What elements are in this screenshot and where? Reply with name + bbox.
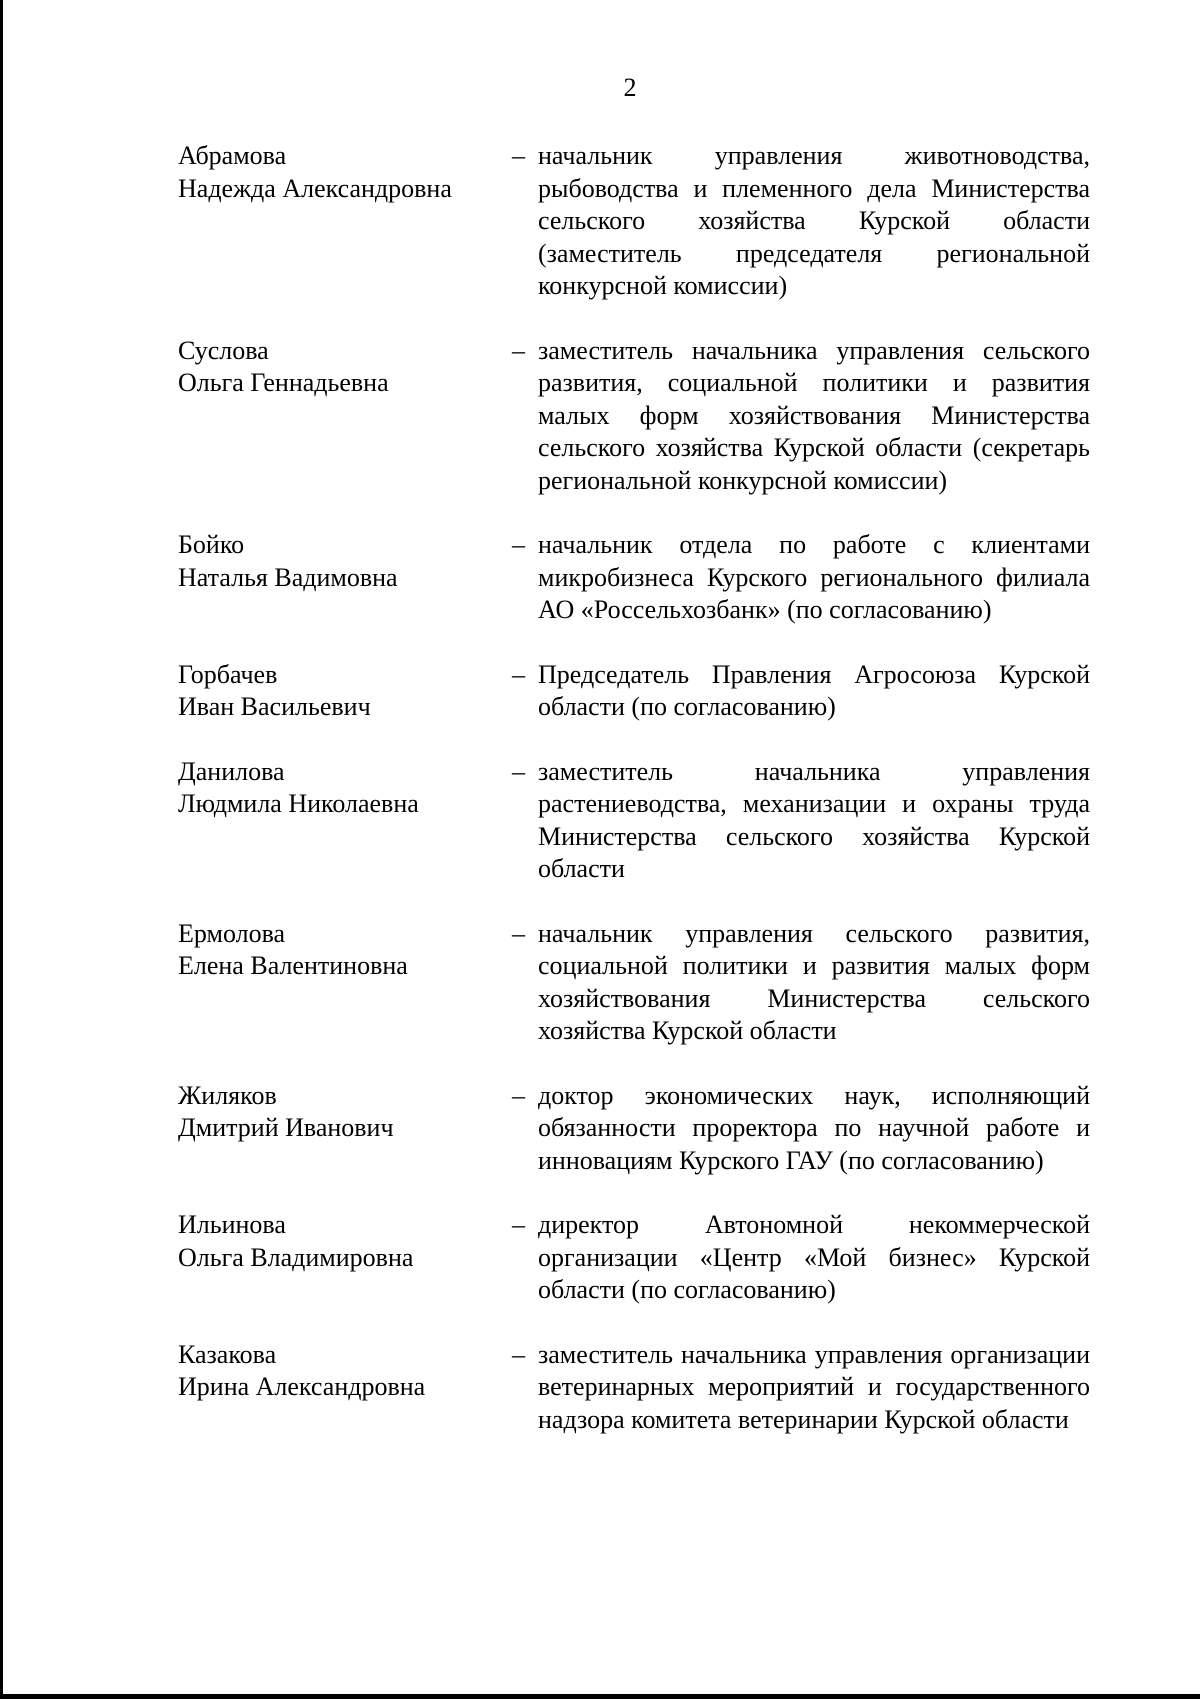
member-name [178,659,512,724]
member-surname: Данилова [178,756,285,786]
member-given-names: Елена Валентиновна [178,951,408,980]
member-surname: Казакова [178,1339,277,1369]
member-position: заместитель начальника управления организации ветеринарных мероприятий и государственного надзора комитета ветеринарии Курской области [538,1339,1090,1434]
dash-separator: – [512,141,525,170]
member-surname: Ильинова [178,1210,286,1239]
member-entry [178,140,1090,303]
member-entry [178,1339,1090,1437]
member-entry [178,529,1090,627]
dash-separator: – [512,756,525,786]
commission-members-list [178,140,1090,1436]
dash-separator: – [512,335,525,365]
member-given-names: Ирина Александровна [178,1372,426,1401]
member-name [178,335,512,400]
member-position: доктор экономических наук, исполняющий обязанности проректора по научной работе и инновациям Курского ГАУ (по согласованию) [538,1080,1090,1175]
member-entry [178,918,1090,1048]
dash-separator: – [512,530,525,559]
member-name [178,756,512,821]
member-entry [178,756,1090,886]
member-name [178,1339,512,1404]
dash-separator: – [512,918,525,948]
member-name [178,529,512,594]
member-position: начальник управления сельского развития, социальной политики и развития малых форм хозяйствования Министерства сельского хозяйства Курской области [538,918,1090,1045]
member-surname: Суслова [178,335,269,365]
member-given-names: Ольга Геннадьевна [178,368,389,397]
dash-separator: – [512,659,525,689]
member-given-names: Наталья Вадимовна [178,562,398,592]
member-given-names: Ольга Владимировна [178,1242,414,1272]
member-given-names: Дмитрий Иванович [178,1113,394,1142]
member-given-names: Людмила Николаевна [178,789,419,818]
member-surname: Жиляков [178,1080,277,1110]
member-given-names: Иван Васильевич [178,692,371,721]
member-position: директор Автономной некоммерческой организации «Центр «Мой бизнес» Курской области (по согласованию) [538,1210,1090,1304]
dash-separator: – [512,1080,525,1110]
dash-separator: – [512,1339,525,1369]
member-name [178,918,512,983]
scan-border-left [0,0,3,1699]
scan-border-bottom [0,1694,1200,1699]
member-entry [178,335,1090,498]
member-entry [178,1209,1090,1307]
member-position: начальник отдела по работе с клиентами микробизнеса Курского регионального филиала АО «Россельхозбанк» (по согласованию) [538,530,1090,624]
member-position: Председатель Правления Агросоюза Курской области (по согласованию) [538,659,1090,721]
member-surname: Горбачев [178,659,278,689]
page-number: 2 [623,73,637,102]
member-name [178,1080,512,1145]
member-position: заместитель начальника управления сельского развития, социальной политики и развития малых форм хозяйствования Министерства сельского хозяйства Курской области (секретарь региональной конкурсной комиссии) [538,335,1090,495]
member-surname: Бойко [178,530,245,559]
member-entry [178,659,1090,724]
member-given-names: Надежда Александровна [178,173,452,203]
member-name [178,1209,512,1274]
dash-separator: – [512,1210,525,1239]
member-surname: Абрамова [178,141,287,170]
member-surname: Ермолова [178,918,286,948]
member-position: заместитель начальника управления растениеводства, механизации и охраны труда Министерства сельского хозяйства Курской области [538,756,1090,883]
member-position: начальник управления животноводства, рыбоводства и племенного дела Министерства сельского хозяйства Курской области (заместитель председателя региональной конкурсной комиссии) [538,141,1090,300]
member-entry [178,1080,1090,1178]
member-name [178,140,512,205]
